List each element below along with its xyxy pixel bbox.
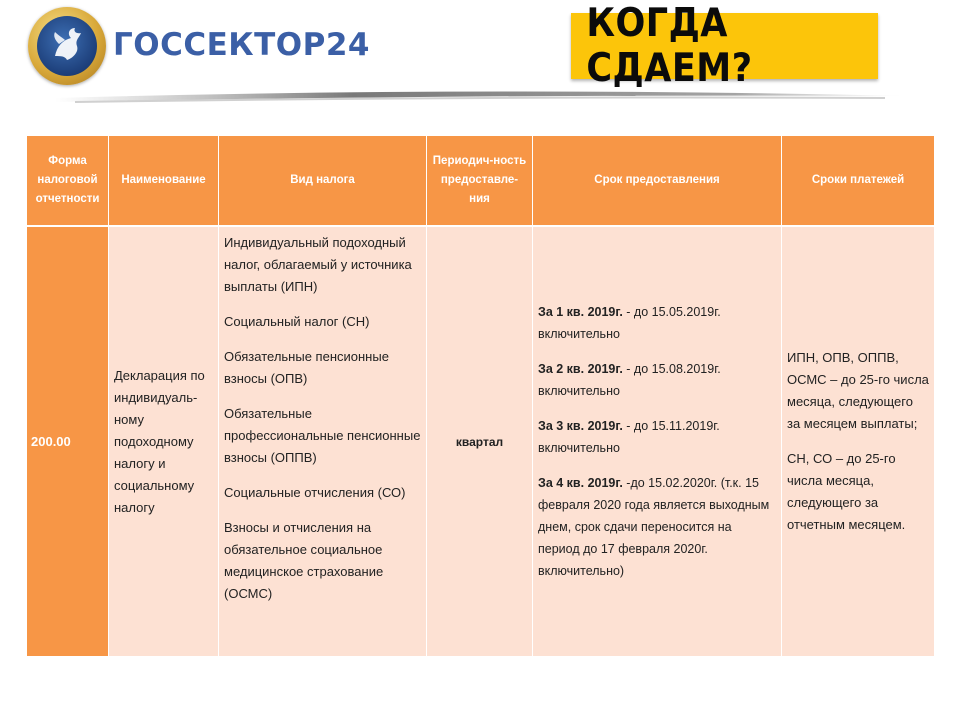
decorative-swoosh: [55, 88, 905, 114]
header-submission-deadline: Срок предоставления: [533, 136, 782, 225]
term-text: - до 15.08.2019г. включительно: [538, 362, 721, 398]
declaration-name-cell: [109, 227, 219, 656]
tax-item: Обязательные профессиональные пенсионные взносы (ОППВ): [224, 406, 421, 465]
tax-item: Обязательные пенсионные взносы (ОПВ): [224, 349, 389, 386]
title-badge: [571, 1, 878, 91]
tax-item: Социальные отчисления (СО): [224, 485, 406, 500]
tax-types-cell: [219, 227, 427, 656]
tax-reporting-table: [27, 136, 934, 656]
brand-name: ГОССЕКТОР24: [113, 27, 370, 63]
term-quarter: За 2 кв. 2019г.: [538, 362, 623, 376]
term-item: [538, 415, 776, 459]
periodicity-value: квартал: [455, 434, 504, 449]
header-payment-deadline: Сроки платежей: [782, 136, 934, 225]
header-periodicity: Периодич-ность предоставле-ния: [427, 136, 533, 225]
term-text: - до 15.11.2019г. включительно: [538, 419, 720, 455]
logo-emblem: [28, 7, 106, 85]
tax-item: Взносы и отчисления на обязательное социальное медицинское страхование (ОСМС): [224, 520, 384, 601]
table-row: [27, 227, 934, 656]
term-text: -до 15.02.2020г. (т.к. 15 февраля 2020 года является выходным днем, срок сдачи переносится на период до 17 февраля 2020г. включительно): [538, 476, 770, 578]
payment-item: СН, СО – до 25-го числа месяца, следующего за отчетным месяцем.: [787, 451, 906, 532]
header-tax-type: Вид налога: [219, 136, 427, 225]
griffin-icon: [37, 16, 97, 76]
tax-item: Социальный налог (СН): [224, 314, 370, 329]
term-item: [538, 358, 776, 402]
term-quarter: За 1 кв. 2019г.: [538, 305, 623, 319]
payment-terms-cell: [782, 227, 934, 656]
payment-item: ИПН, ОПВ, ОППВ, ОСМС – до 25-го числа месяца, следующего за месяцем выплаты;: [787, 350, 929, 431]
form-code: 200.00: [27, 227, 109, 656]
header-name: Наименование: [109, 136, 219, 225]
tax-item: Индивидуальный подоходный налог, облагаемый у источника выплаты (ИПН): [224, 235, 412, 294]
header-form: Форма налоговой отчетности: [27, 136, 109, 225]
term-quarter: За 3 кв. 2019г.: [538, 419, 623, 433]
periodicity-cell: [427, 227, 533, 656]
term-quarter: За 4 кв. 2019г.: [538, 476, 623, 490]
table-header-row: [27, 136, 934, 225]
term-text: - до 15.05.2019г. включительно: [538, 305, 721, 341]
submission-terms-cell: [533, 227, 782, 656]
title-text: КОГДА СДАЕМ?: [586, 1, 753, 91]
term-item: [538, 301, 776, 345]
declaration-name: Декларация по индивидуаль-ному подоходному налогу и социальному налогу: [114, 367, 205, 515]
term-item: [538, 472, 776, 582]
